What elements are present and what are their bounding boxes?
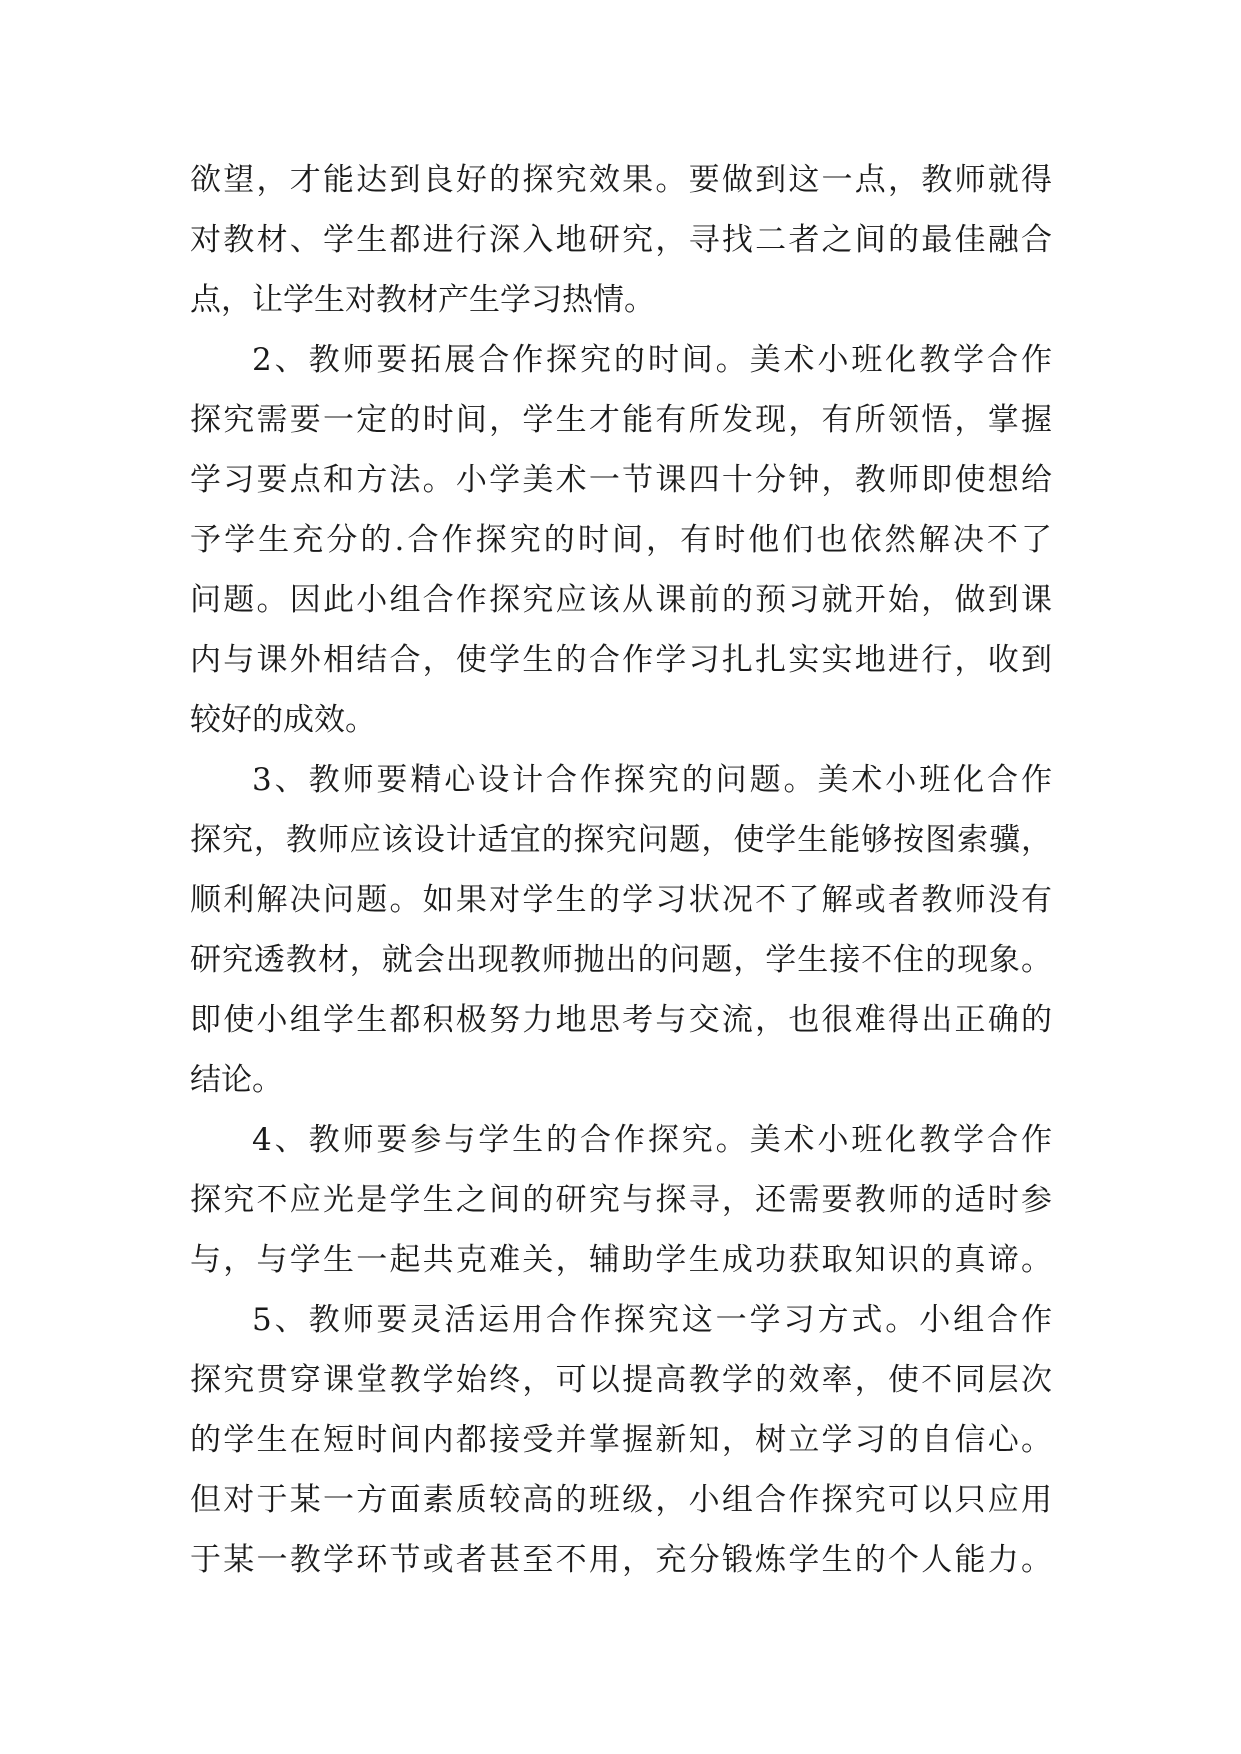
text-line: 5、教师要灵活运用合作探究这一学习方式。小组合作 [252, 1302, 1052, 1338]
text-line: 但对于某一方面素质较高的班级，小组合作探究可以只应用 [190, 1482, 1052, 1518]
paragraph-intro-continuation [190, 150, 1052, 330]
paragraph-point-4 [190, 1110, 1052, 1290]
text-line: 问题。因此小组合作探究应该从课前的预习就开始，做到课 [190, 582, 1052, 618]
text-line: 探究不应光是学生之间的研究与探寻，还需要教师的适时参 [190, 1182, 1052, 1218]
text-line: 3、教师要精心设计合作探究的问题。美术小班化合作 [252, 762, 1052, 798]
text-line: 与，与学生一起共克难关，辅助学生成功获取知识的真谛。 [190, 1242, 1052, 1278]
text-line: 于某一教学环节或者甚至不用，充分锻炼学生的个人能力。 [190, 1542, 1052, 1578]
text-line: 4、教师要参与学生的合作探究。美术小班化教学合作 [252, 1122, 1052, 1158]
text-line: 探究贯穿课堂教学始终，可以提高教学的效率，使不同层次 [190, 1362, 1052, 1398]
text-line: 结论。 [190, 1062, 283, 1098]
text-line: 探究，教师应该设计适宜的探究问题，使学生能够按图索骥， [190, 822, 1052, 858]
text-line: 即使小组学生都积极努力地思考与交流，也很难得出正确的 [190, 1002, 1052, 1038]
text-line: 对教材、学生都进行深入地研究，寻找二者之间的最佳融合 [190, 222, 1052, 258]
text-line: 学习要点和方法。小学美术一节课四十分钟，教师即使想给 [190, 462, 1052, 498]
text-line: 欲望，才能达到良好的探究效果。要做到这一点，教师就得 [190, 162, 1052, 198]
text-line: 2、教师要拓展合作探究的时间。美术小班化教学合作 [252, 342, 1052, 378]
text-line: 探究需要一定的时间，学生才能有所发现，有所领悟，掌握 [190, 402, 1052, 438]
document-body [190, 150, 1052, 1590]
paragraph-point-5 [190, 1290, 1052, 1590]
paragraph-point-2 [190, 330, 1052, 750]
text-line: 点，让学生对教材产生学习热情。 [190, 282, 655, 318]
text-line: 较好的成效。 [190, 702, 376, 738]
text-line: 研究透教材，就会出现教师抛出的问题，学生接不住的现象。 [190, 942, 1052, 978]
text-line: 内与课外相结合，使学生的合作学习扎扎实实地进行，收到 [190, 642, 1052, 678]
text-line: 予学生充分的.合作探究的时间，有时他们也依然解决不了 [190, 522, 1052, 558]
text-line: 顺利解决问题。如果对学生的学习状况不了解或者教师没有 [190, 882, 1052, 918]
paragraph-point-3 [190, 750, 1052, 1110]
text-line: 的学生在短时间内都接受并掌握新知，树立学习的自信心。 [190, 1422, 1052, 1458]
